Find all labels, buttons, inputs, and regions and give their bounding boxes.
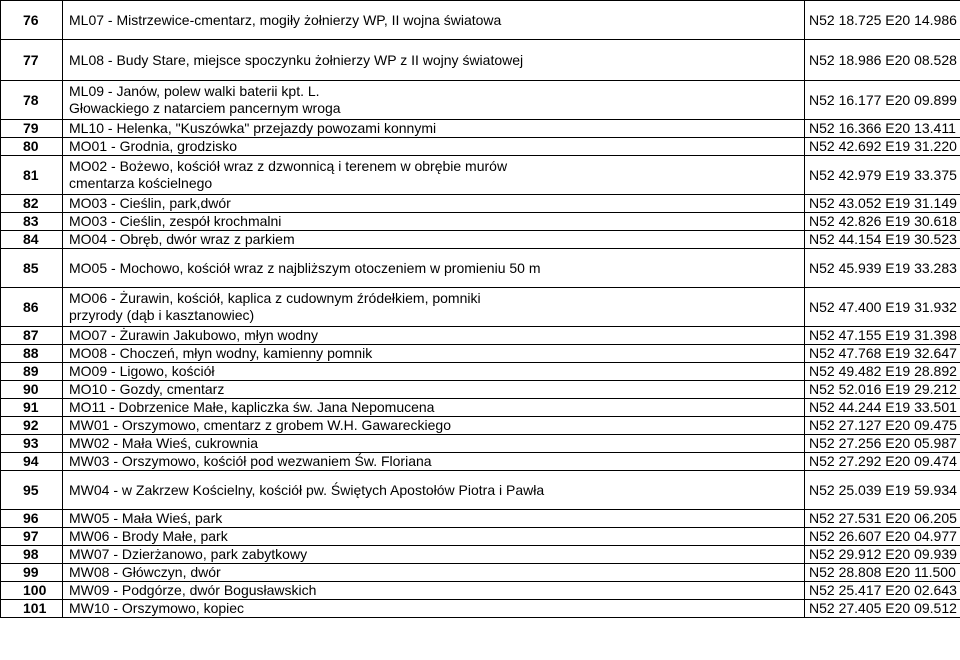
table-row — [1, 471, 960, 510]
table-row — [1, 528, 960, 546]
gps-coordinates: N52 27.405 E20 09.512 — [805, 600, 960, 618]
gps-coordinates: N52 47.400 E19 31.932 — [805, 288, 960, 327]
table-row — [1, 381, 960, 399]
gps-coordinates: N52 42.826 E19 30.618 — [805, 213, 960, 231]
row-number: 96 — [1, 510, 63, 528]
table-row — [1, 345, 960, 363]
row-number: 98 — [1, 546, 63, 564]
row-number: 90 — [1, 381, 63, 399]
table-row — [1, 600, 960, 618]
table-row — [1, 1, 960, 40]
site-description: MW06 - Brody Małe, park — [63, 528, 805, 546]
site-description: MO10 - Gozdy, cmentarz — [63, 381, 805, 399]
site-description: ML07 - Mistrzewice-cmentarz, mogiły żołnierzy WP, II wojna światowa — [63, 1, 805, 40]
gps-coordinates: N52 44.154 E19 30.523 — [805, 231, 960, 249]
row-number: 92 — [1, 417, 63, 435]
table-row — [1, 453, 960, 471]
row-number: 76 — [1, 1, 63, 40]
gps-coordinates: N52 45.939 E19 33.283 — [805, 249, 960, 288]
table-row — [1, 195, 960, 213]
row-number: 82 — [1, 195, 63, 213]
site-description: ML08 - Budy Stare, miejsce spoczynku żołnierzy WP z II wojny światowej — [63, 40, 805, 81]
site-description: MO03 - Cieślin, zespół krochmalni — [63, 213, 805, 231]
site-description: MO05 - Mochowo, kościół wraz z najbliższym otoczeniem w promieniu 50 m — [63, 249, 805, 288]
gps-coordinates: N52 25.039 E19 59.934 — [805, 471, 960, 510]
gps-coordinates: N52 29.912 E20 09.939 — [805, 546, 960, 564]
row-number: 87 — [1, 327, 63, 345]
table-row — [1, 156, 960, 195]
gps-coordinates: N52 47.155 E19 31.398 — [805, 327, 960, 345]
gps-coordinates: N52 49.482 E19 28.892 — [805, 363, 960, 381]
site-description: MW03 - Orszymowo, kościół pod wezwaniem Św. Floriana — [63, 453, 805, 471]
site-description: MO03 - Cieślin, park,dwór — [63, 195, 805, 213]
row-number: 94 — [1, 453, 63, 471]
table-row — [1, 213, 960, 231]
table-row — [1, 40, 960, 81]
site-description: MO04 - Obręb, dwór wraz z parkiem — [63, 231, 805, 249]
site-description: MO01 - Grodnia, grodzisko — [63, 138, 805, 156]
row-number: 91 — [1, 399, 63, 417]
gps-coordinates: N52 27.127 E20 09.475 — [805, 417, 960, 435]
table-row — [1, 249, 960, 288]
site-description: MW07 - Dzierżanowo, park zabytkowy — [63, 546, 805, 564]
row-number: 101 — [1, 600, 63, 618]
gps-coordinates: N52 27.531 E20 06.205 — [805, 510, 960, 528]
row-number: 79 — [1, 120, 63, 138]
gps-coordinates: N52 27.256 E20 05.987 — [805, 435, 960, 453]
gps-coordinates: N52 42.692 E19 31.220 — [805, 138, 960, 156]
table-row — [1, 81, 960, 120]
row-number: 89 — [1, 363, 63, 381]
table-row — [1, 417, 960, 435]
site-description: ML09 - Janów, polew walki baterii kpt. L. Głowackiego z natarciem pancernym wroga — [63, 81, 805, 120]
site-description: MW05 - Mała Wieś, park — [63, 510, 805, 528]
row-number: 100 — [1, 582, 63, 600]
site-description: MW10 - Orszymowo, kopiec — [63, 600, 805, 618]
table-row — [1, 435, 960, 453]
table-row — [1, 582, 960, 600]
row-number: 80 — [1, 138, 63, 156]
gps-coordinates: N52 16.177 E20 09.899 — [805, 81, 960, 120]
site-description: ML10 - Helenka, "Kuszówka" przejazdy powozami konnymi — [63, 120, 805, 138]
site-description: MO02 - Bożewo, kościół wraz z dzwonnicą i terenem w obrębie murów cmentarza kościelnego — [63, 156, 805, 195]
gps-coordinates: N52 52.016 E19 29.212 — [805, 381, 960, 399]
table-row — [1, 288, 960, 327]
site-description: MO11 - Dobrzenice Małe, kapliczka św. Jana Nepomucena — [63, 399, 805, 417]
gps-coordinates: N52 44.244 E19 33.501 — [805, 399, 960, 417]
row-number: 85 — [1, 249, 63, 288]
row-number: 84 — [1, 231, 63, 249]
table-row — [1, 564, 960, 582]
row-number: 88 — [1, 345, 63, 363]
table-row — [1, 120, 960, 138]
gps-coordinates: N52 26.607 E20 04.977 — [805, 528, 960, 546]
gps-coordinates: N52 28.808 E20 11.500 — [805, 564, 960, 582]
gps-coordinates: N52 43.052 E19 31.149 — [805, 195, 960, 213]
table-row — [1, 138, 960, 156]
row-number: 93 — [1, 435, 63, 453]
site-description: MW04 - w Zakrzew Kościelny, kościół pw. Świętych Apostołów Piotra i Pawła — [63, 471, 805, 510]
row-number: 99 — [1, 564, 63, 582]
row-number: 97 — [1, 528, 63, 546]
table-row — [1, 231, 960, 249]
row-number: 95 — [1, 471, 63, 510]
row-number: 83 — [1, 213, 63, 231]
site-description: MO08 - Choczeń, młyn wodny, kamienny pomnik — [63, 345, 805, 363]
gps-coordinates: N52 27.292 E20 09.474 — [805, 453, 960, 471]
site-description: MO06 - Żurawin, kościół, kaplica z cudownym źródełkiem, pomniki przyrody (dąb i kasztanowiec) — [63, 288, 805, 327]
gps-coordinates: N52 42.979 E19 33.375 — [805, 156, 960, 195]
row-number: 81 — [1, 156, 63, 195]
table-row — [1, 399, 960, 417]
site-description: MW02 - Mała Wieś, cukrownia — [63, 435, 805, 453]
site-description: MO09 - Ligowo, kościół — [63, 363, 805, 381]
site-description: MO07 - Żurawin Jakubowo, młyn wodny — [63, 327, 805, 345]
gps-coordinates: N52 47.768 E19 32.647 — [805, 345, 960, 363]
row-number: 78 — [1, 81, 63, 120]
gps-coordinates: N52 18.725 E20 14.986 — [805, 1, 960, 40]
table-row — [1, 546, 960, 564]
gps-coordinates: N52 16.366 E20 13.411 — [805, 120, 960, 138]
table-row — [1, 327, 960, 345]
site-description: MW08 - Główczyn, dwór — [63, 564, 805, 582]
row-number: 77 — [1, 40, 63, 81]
gps-coordinates: N52 18.986 E20 08.528 — [805, 40, 960, 81]
row-number: 86 — [1, 288, 63, 327]
gps-coordinates: N52 25.417 E20 02.643 — [805, 582, 960, 600]
site-description: MW09 - Podgórze, dwór Bogusławskich — [63, 582, 805, 600]
table-row — [1, 363, 960, 381]
site-description: MW01 - Orszymowo, cmentarz z grobem W.H. Gawareckiego — [63, 417, 805, 435]
table-row — [1, 510, 960, 528]
